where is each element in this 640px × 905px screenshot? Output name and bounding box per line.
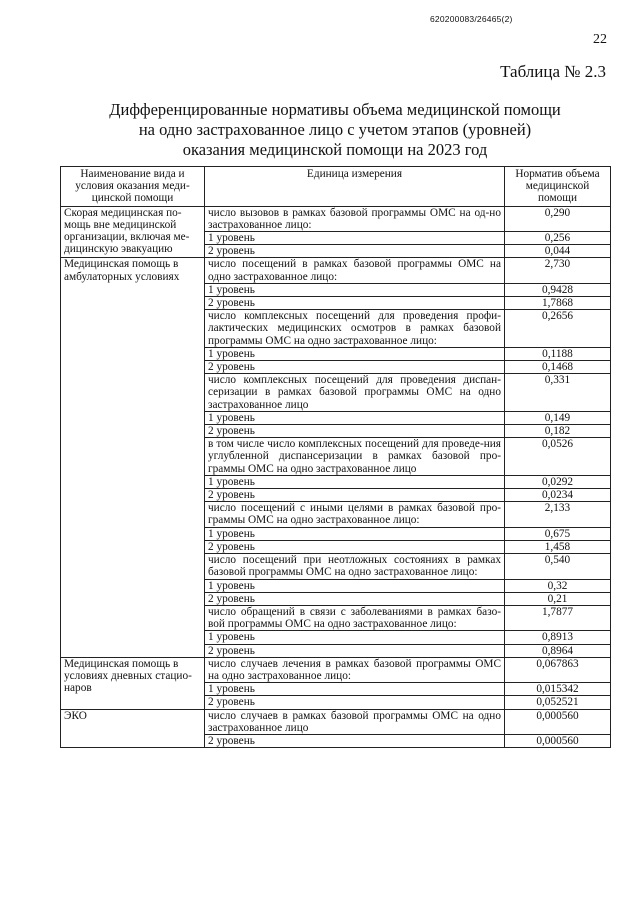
norm-value-cell: 0,290: [505, 206, 611, 231]
norm-value-cell: 0,256: [505, 232, 611, 245]
table-row: [61, 206, 611, 231]
unit-cell: число случаев лечения в рамках базовой программы ОМС на одно застрахованное лицо:: [205, 657, 505, 682]
header-norm: Норматив объема медицинской помощи: [505, 167, 611, 207]
page-number: 22: [593, 32, 607, 47]
norm-value-cell: 0,149: [505, 411, 611, 424]
unit-cell: 2 уровень: [205, 540, 505, 553]
norm-value-cell: 0,32: [505, 579, 611, 592]
norm-value-cell: 0,2656: [505, 310, 611, 348]
norm-value-cell: 0,067863: [505, 657, 611, 682]
norm-value-cell: 2,730: [505, 258, 611, 283]
unit-cell: 1 уровень: [205, 283, 505, 296]
unit-cell: число посещений с иными целями в рамках базовой про-граммы ОМС на одно застрахованное лицо:: [205, 502, 505, 527]
title-line: оказания медицинской помощи на 2023 год: [182, 140, 488, 159]
norm-value-cell: 0,000560: [505, 709, 611, 734]
unit-cell: 2 уровень: [205, 592, 505, 605]
norm-value-cell: 0,331: [505, 374, 611, 412]
unit-cell: 1 уровень: [205, 475, 505, 488]
norm-value-cell: 0,0292: [505, 475, 611, 488]
norm-value-cell: 0,1468: [505, 361, 611, 374]
norms-table: [60, 166, 611, 748]
title-line: на одно застрахованное лицо с учетом этапов (уровней): [138, 120, 532, 139]
norm-value-cell: 0,0526: [505, 438, 611, 476]
unit-cell: 1 уровень: [205, 411, 505, 424]
header-unit: Единица измерения: [205, 167, 505, 207]
unit-cell: число посещений в рамках базовой программы ОМС на одно застрахованное лицо:: [205, 258, 505, 283]
unit-cell: 2 уровень: [205, 297, 505, 310]
unit-cell: число обращений в связи с заболеваниями в рамках базо-вой программы ОМС на одно застрахованное лицо:: [205, 605, 505, 630]
service-type-cell: Медицинская помощь в амбулаторных условиях: [61, 258, 205, 657]
unit-cell: число посещений при неотложных состояниях в рамках базовой программы ОМС на одно застрахованное лицо:: [205, 554, 505, 579]
norm-value-cell: 0,21: [505, 592, 611, 605]
table-label: Таблица № 2.3: [500, 62, 606, 81]
table-body: [61, 206, 611, 748]
unit-cell: 1 уровень: [205, 527, 505, 540]
unit-cell: 2 уровень: [205, 644, 505, 657]
norm-value-cell: 0,015342: [505, 683, 611, 696]
title-line: Дифференцированные нормативы объема медицинской помощи: [109, 100, 561, 119]
unit-cell: число вызовов в рамках базовой программы ОМС на од-но застрахованное лицо:: [205, 206, 505, 231]
unit-cell: число случаев в рамках базовой программы ОМС на одно застрахованное лицо: [205, 709, 505, 734]
norm-value-cell: 0,000560: [505, 734, 611, 747]
norm-value-cell: 1,7868: [505, 297, 611, 310]
service-type-cell: Медицинская помощь в условиях дневных стацио-наров: [61, 657, 205, 709]
norm-value-cell: 2,133: [505, 502, 611, 527]
norm-value-cell: 1,458: [505, 540, 611, 553]
header-service-type: Наименование вида и условия оказания меди-цинской помощи: [61, 167, 205, 207]
norm-value-cell: 0,675: [505, 527, 611, 540]
unit-cell: 1 уровень: [205, 232, 505, 245]
unit-cell: 1 уровень: [205, 683, 505, 696]
norm-value-cell: 0,9428: [505, 283, 611, 296]
unit-cell: 2 уровень: [205, 361, 505, 374]
norm-value-cell: 0,8913: [505, 631, 611, 644]
norm-value-cell: 0,044: [505, 245, 611, 258]
norm-value-cell: 0,540: [505, 554, 611, 579]
unit-cell: 2 уровень: [205, 734, 505, 747]
table-row: [61, 657, 611, 682]
document-title: [60, 100, 610, 160]
unit-cell: 1 уровень: [205, 347, 505, 360]
unit-cell: 1 уровень: [205, 579, 505, 592]
unit-cell: 1 уровень: [205, 631, 505, 644]
service-type-cell: Скорая медицинская по-мощь вне медицинской организации, включая ме-дицинскую эвакуацию: [61, 206, 205, 258]
table-row: [61, 709, 611, 734]
unit-cell: в том числе число комплексных посещений для проведе-ния углубленной диспансеризации в рамках базовой про-граммы ОМС на одно застрахованное лицо: [205, 438, 505, 476]
unit-cell: 2 уровень: [205, 489, 505, 502]
norm-value-cell: 0,8964: [505, 644, 611, 657]
unit-cell: 2 уровень: [205, 425, 505, 438]
service-type-cell: ЭКО: [61, 709, 205, 748]
norm-value-cell: 1,7877: [505, 605, 611, 630]
unit-cell: 2 уровень: [205, 696, 505, 709]
table-row: [61, 258, 611, 283]
norm-value-cell: 0,1188: [505, 347, 611, 360]
unit-cell: 2 уровень: [205, 245, 505, 258]
norm-value-cell: 0,052521: [505, 696, 611, 709]
unit-cell: число комплексных посещений для проведения диспан-серизации в рамках базовой программы ОМС на одно застрахованное лицо: [205, 374, 505, 412]
norm-value-cell: 0,182: [505, 425, 611, 438]
norm-value-cell: 0,0234: [505, 489, 611, 502]
table-header-row: [61, 167, 611, 207]
unit-cell: число комплексных посещений для проведения профи-лактических медицинских осмотров в рамках базовой программы ОМС на одно застрахованное лицо:: [205, 310, 505, 348]
document-number: 620200083/26465(2): [430, 14, 513, 24]
